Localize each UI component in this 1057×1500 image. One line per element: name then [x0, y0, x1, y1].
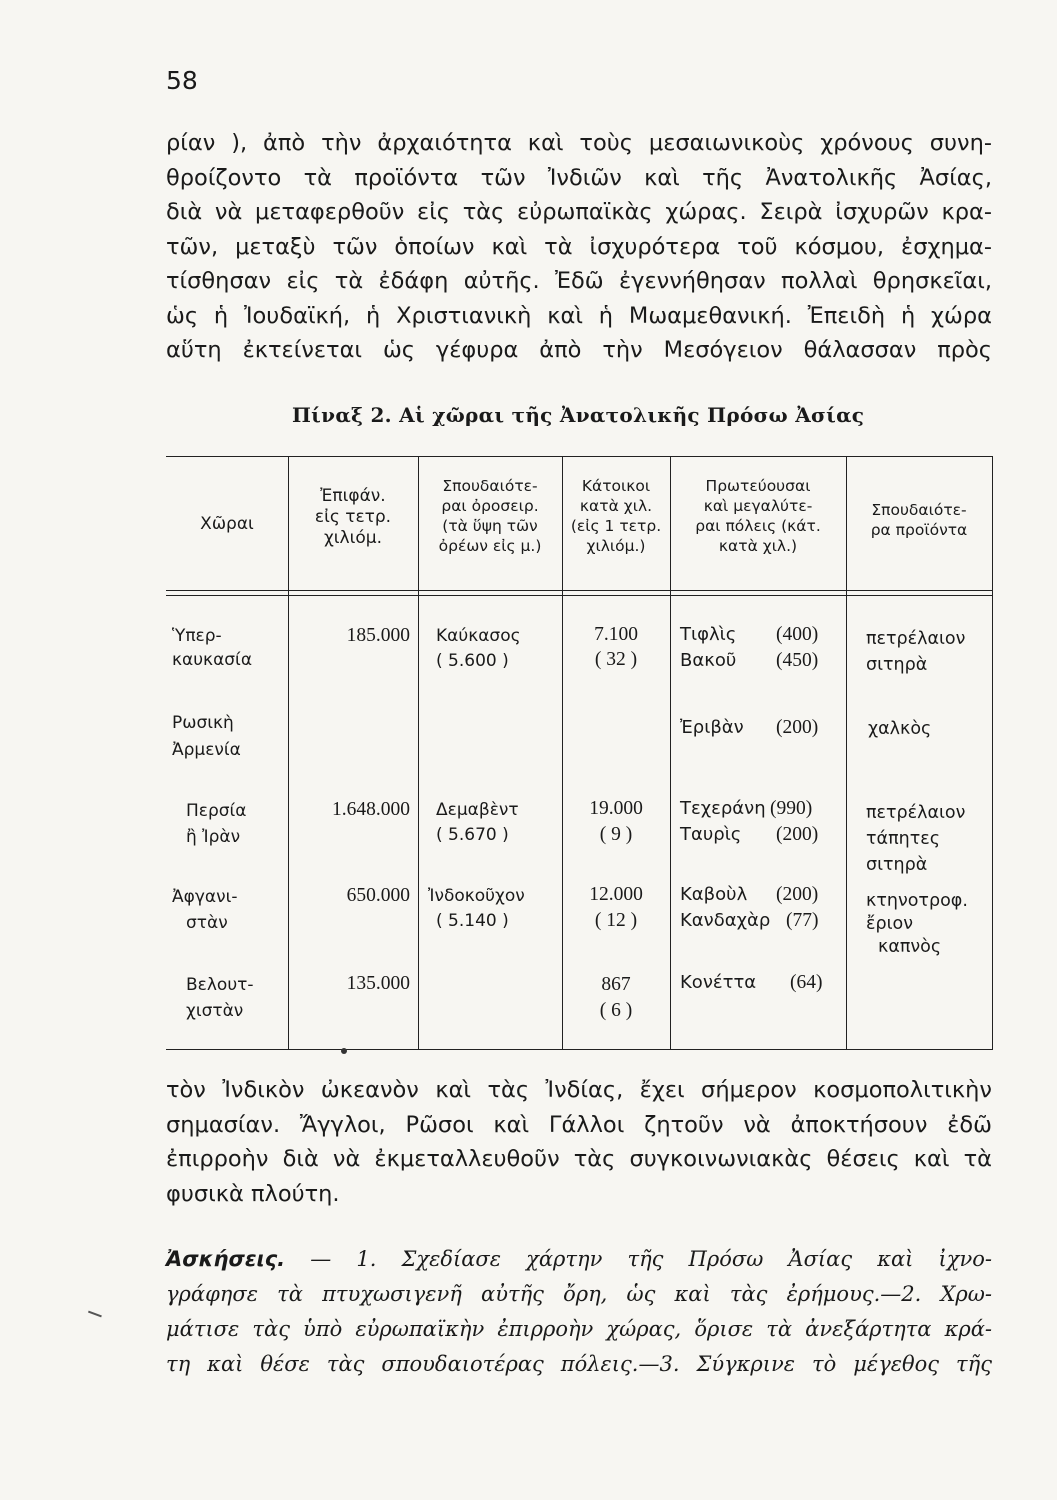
margin-mark: [88, 1311, 102, 1317]
cell-city: Κονέττα (64): [680, 972, 823, 993]
cell-products: χαλκὸς: [868, 719, 932, 739]
text-line: ρίαν ), ἀπὸ τὴν ἀρχαιότητα καὶ τοὺς μεσαιωνικοὺς χρόνους συνη-: [166, 130, 992, 156]
text-line: τίσθησαν εἰς τὰ ἐδάφη αὐτῆς. Ἐδῶ ἐγεννήθησαν πολλαὶ θρησκεῖαι,: [166, 268, 992, 294]
table-row-country: Ρωσικὴ Ἀρμενία: [172, 713, 241, 760]
cell-products: πετρέλαιον σιτηρὰ: [866, 629, 966, 675]
text-line: γράφησε τὰ πτυχωσιγενῆ αὐτῆς ὄρη, ὡς καὶ τὰς ἐρήμους.—2. Χρω-: [166, 1282, 992, 1306]
cell-city: Καβοὺλ (200): [680, 884, 819, 905]
cell-inhabitants: 867 ( 6 ): [599, 974, 633, 1021]
paragraph-intro: [166, 126, 992, 368]
cell-area: 650.000: [346, 885, 410, 906]
text-line: διὰ νὰ μεταφερθοῦν εἰς τὰς εὐρωπαϊκὰς χώρας. Σειρὰ ἰσχυρῶν κρα-: [166, 199, 992, 225]
exercises: [166, 1242, 992, 1382]
header-inhabitants: Κάτοικοι κατὰ χιλ. (εἰς 1 τετρ. χιλιόμ.): [570, 477, 662, 555]
text-line: τὸν Ἰνδικὸν ὠκεανὸν καὶ τὰς Ἰνδίας, ἔχει σήμερον κοσμοπολιτικὴν: [166, 1077, 992, 1103]
cell-inhabitants: 12.000 ( 12 ): [589, 884, 643, 931]
header-mountains: Σπουδαιότε- ραι ὀροσειρ. (τὰ ὕψη τῶν ὀρέων εἰς μ.): [438, 477, 542, 555]
table-row-country: Ὑπερ- καυκασία: [172, 626, 253, 670]
cell-city: Τεχεράνη (990): [680, 798, 813, 819]
table-row-country: Περσία ἢ Ἰρὰν: [186, 801, 247, 847]
cell-mountain: Δεμαβὲντ ( 5.670 ): [436, 800, 519, 845]
text-line: μάτισε τὰς ὑπὸ εὐρωπαϊκὴν ἐπιρροὴν χώρας, ὅρισε τὰ ἀνεξάρτητα κρά-: [166, 1317, 992, 1341]
table-row-country: Ἀφγανι- στὰν: [172, 887, 238, 933]
ink-dot: [341, 1048, 347, 1054]
cell-city: Ἐριβὰν (200): [680, 717, 819, 738]
text-line: αὕτη ἐκτείνεται ὡς γέφυρα ἀπὸ τὴν Μεσόγειον θάλασσαν πρὸς: [166, 337, 992, 363]
text-line: τη καὶ θέσε τὰς σπουδαιοτέρας πόλεις.—3. Σύγκρινε τὸ μέγεθος τῆς: [166, 1352, 992, 1376]
header-capitals: Πρωτεύουσαι καὶ μεγαλύτε- ραι πόλεις (κάτ. κατὰ χιλ.): [695, 477, 821, 555]
cell-inhabitants: 7.100 ( 32 ): [594, 624, 638, 670]
cell-area: 185.000: [346, 625, 410, 646]
cell-city: Τιφλὶς (400): [680, 624, 819, 645]
exercises-label: Ἀσκήσεις.: [166, 1247, 286, 1271]
table-caption: Πίναξ 2. Αἱ χῶραι τῆς Ἀνατολικῆς Πρόσω Ἀσίας: [292, 403, 865, 427]
cell-products: κτηνοτροφ. ἔριον καπνὸς: [866, 891, 968, 957]
page-number: 58: [166, 66, 198, 95]
cell-mountain: Καύκασος ( 5.600 ): [436, 626, 521, 671]
header-area: Ἐπιφάν. εἰς τετρ. χιλιόμ.: [314, 486, 392, 548]
text-line: σημασίαν. Ἄγγλοι, Ρῶσοι καὶ Γάλλοι ζητοῦν νὰ ἀποκτήσουν ἐδῶ: [166, 1111, 992, 1138]
cell-city: Βακοῦ (450): [680, 650, 819, 671]
paragraph-conclusion: [166, 1073, 992, 1211]
header-countries: Χῶραι: [200, 514, 254, 534]
text-line: φυσικὰ πλούτη.: [166, 1180, 340, 1207]
header-products: Σπουδαιότε- ρα προϊόντα: [870, 501, 968, 539]
text-line: θροίζοντο τὰ προϊόντα τῶν Ἰνδιῶν καὶ τῆς Ἀνατολικῆς Ἀσίας,: [166, 164, 992, 191]
text-line: ὡς ἡ Ἰουδαϊκή, ἡ Χριστιανικὴ καὶ ἡ Μωαμεθανική. Ἐπειδὴ ἡ χώρα: [166, 302, 992, 329]
countries-table: [166, 456, 993, 1050]
cell-area: 1.648.000: [332, 799, 410, 820]
cell-products: πετρέλαιον τάπητες σιτηρὰ: [866, 803, 966, 875]
cell-area: 135.000: [346, 973, 410, 994]
cell-mountain: Ἰνδοκοῦχον ( 5.140 ): [428, 886, 525, 931]
cell-city: Ταυρὶς (200): [680, 824, 819, 845]
text-line: ἐπιρροὴν διὰ νὰ ἐκμεταλλευθοῦν τὰς συγκοινωνιακὰς θέσεις καὶ τὰ: [166, 1146, 992, 1172]
table-row-country: Βελουτ- χιστὰν: [186, 975, 254, 1021]
text-line: τῶν, μεταξὺ τῶν ὁποίων καὶ τὰ ἰσχυρότερα τοῦ κόσμου, ἐσχημα-: [166, 233, 992, 260]
cell-inhabitants: 19.000 ( 9 ): [589, 798, 643, 845]
text-line: Ἀσκήσεις. — 1. Σχεδίασε χάρτην τῆς Πρόσω Ἀσίας καὶ ἰχνο-: [166, 1247, 992, 1271]
cell-city: Κανδαχὰρ (77): [680, 910, 819, 931]
